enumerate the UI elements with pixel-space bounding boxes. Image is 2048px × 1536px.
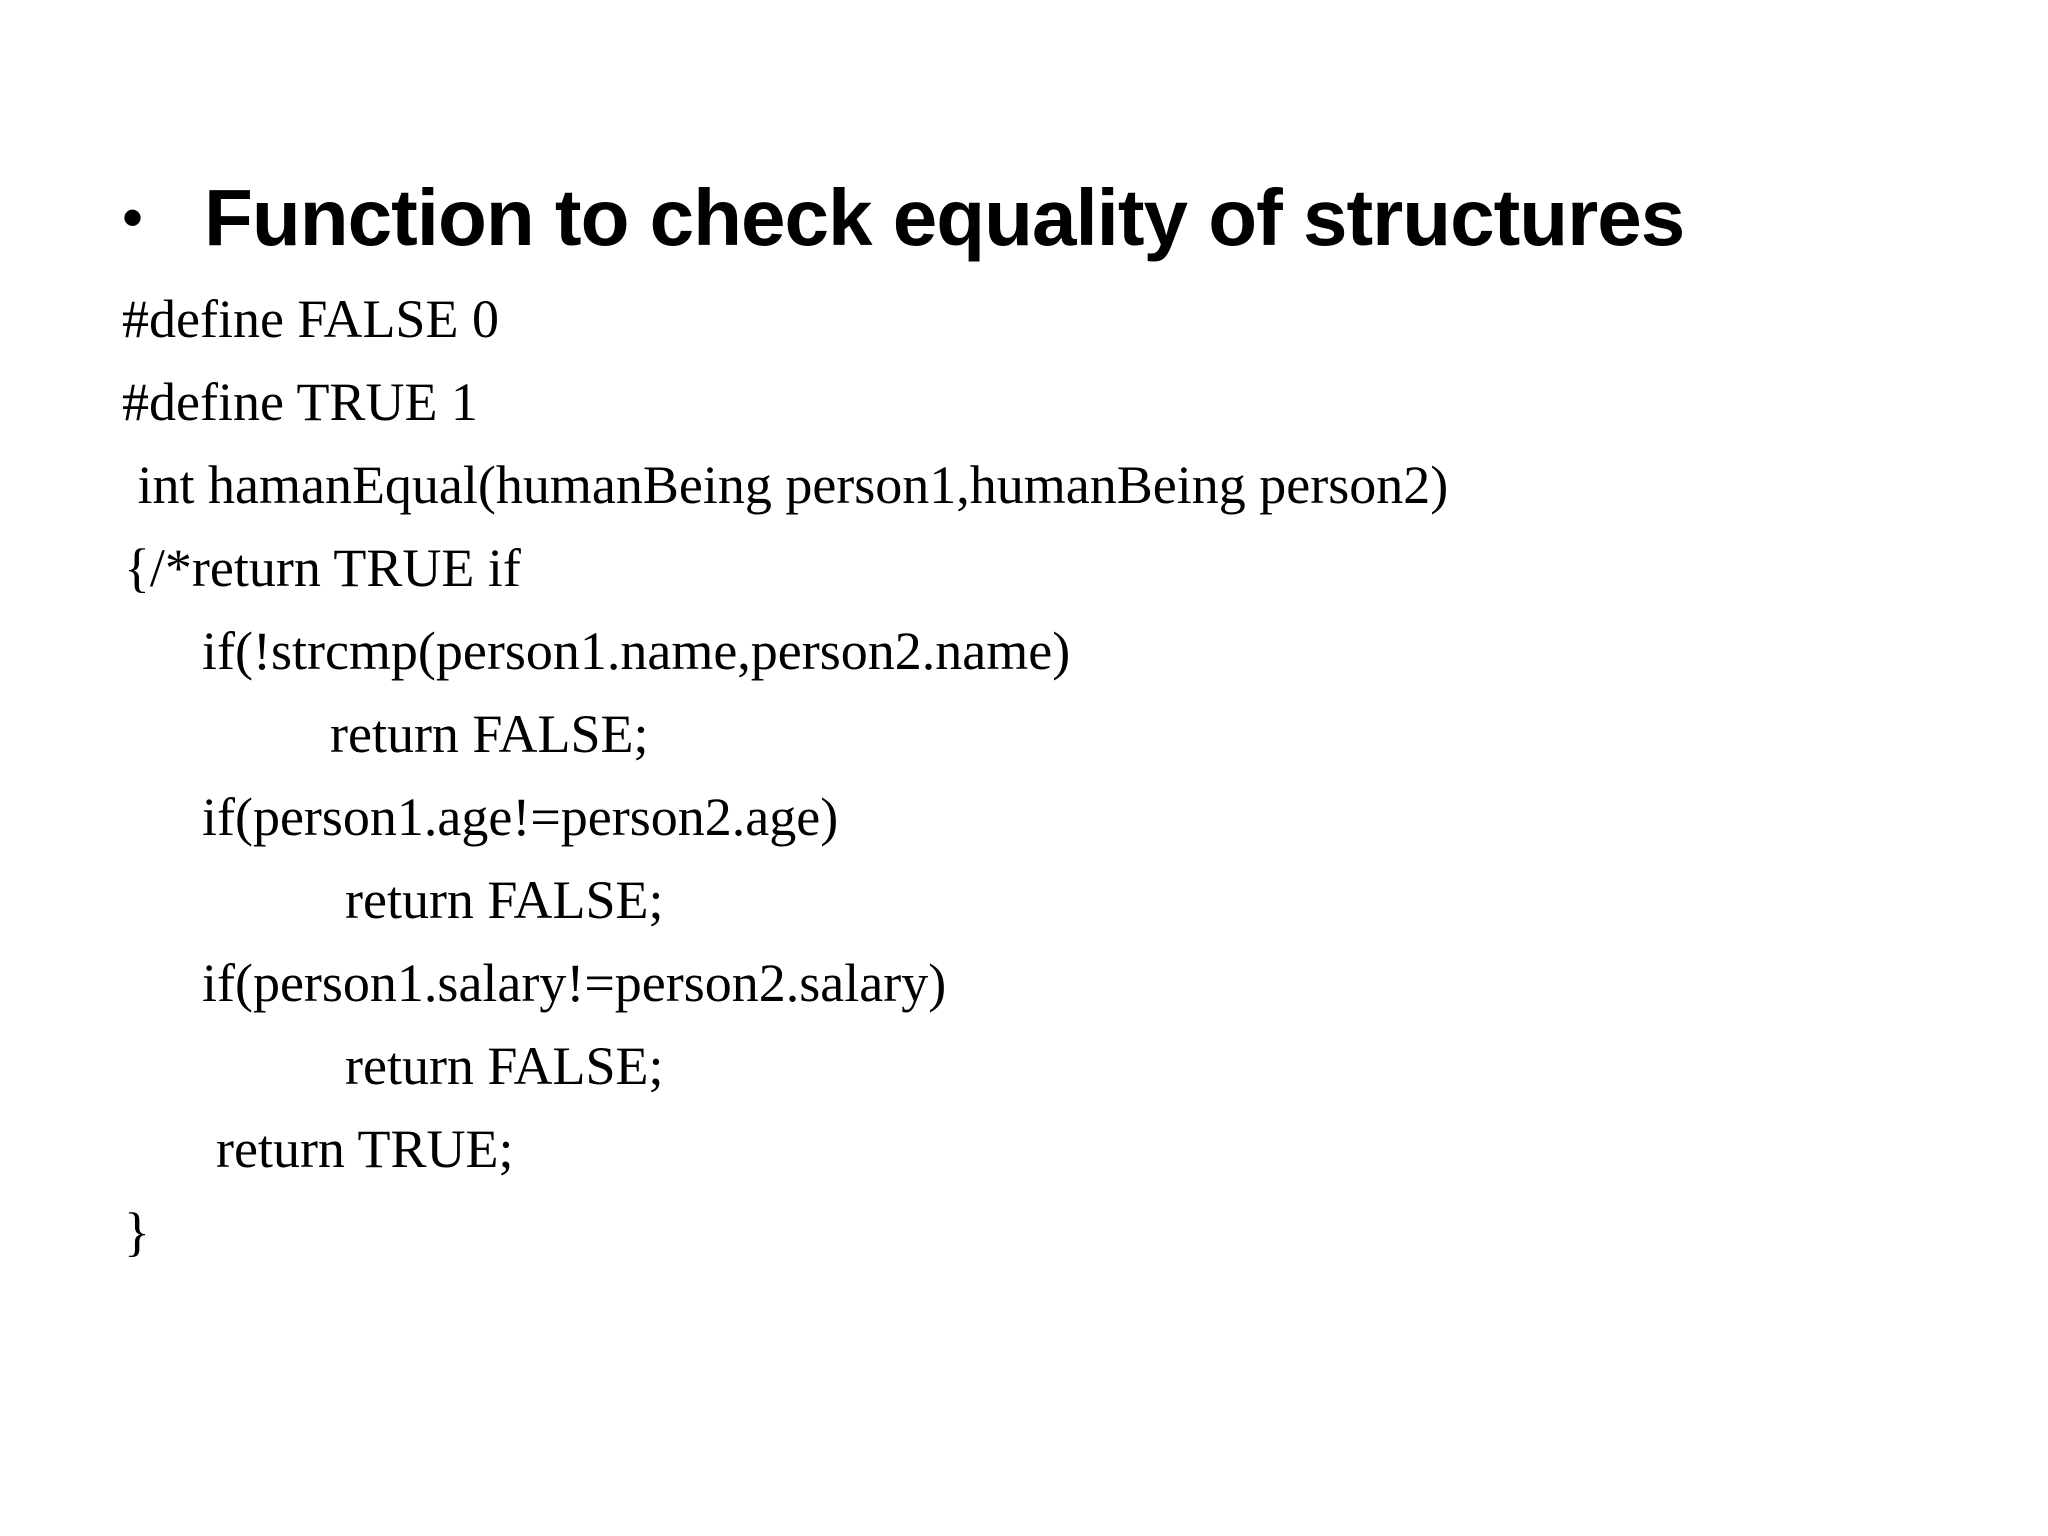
code-line-define-true: #define TRUE 1 xyxy=(122,372,478,432)
code-line-return-true: return TRUE; xyxy=(216,1119,514,1179)
code-line-return-false-1: return FALSE; xyxy=(330,704,649,764)
code-line-if-salary: if(person1.salary!=person2.salary) xyxy=(202,953,947,1013)
code-line-define-false: #define FALSE 0 xyxy=(122,289,499,349)
code-line-function-signature: int hamanEqual(humanBeing person1,humanBeing person2) xyxy=(124,455,1449,515)
slide-heading: Function to check equality of structures xyxy=(204,173,1685,262)
code-line-return-false-2: return FALSE; xyxy=(345,870,664,930)
code-line-close-brace: } xyxy=(124,1202,150,1262)
code-line-return-false-3: return FALSE; xyxy=(345,1036,664,1096)
code-line-open-brace-comment: {/*return TRUE if xyxy=(124,538,521,598)
bullet-dot: • xyxy=(122,184,144,251)
code-line-if-name: if(!strcmp(person1.name,person2.name) xyxy=(202,621,1071,681)
code-line-if-age: if(person1.age!=person2.age) xyxy=(202,787,839,847)
heading-row xyxy=(122,168,1684,268)
